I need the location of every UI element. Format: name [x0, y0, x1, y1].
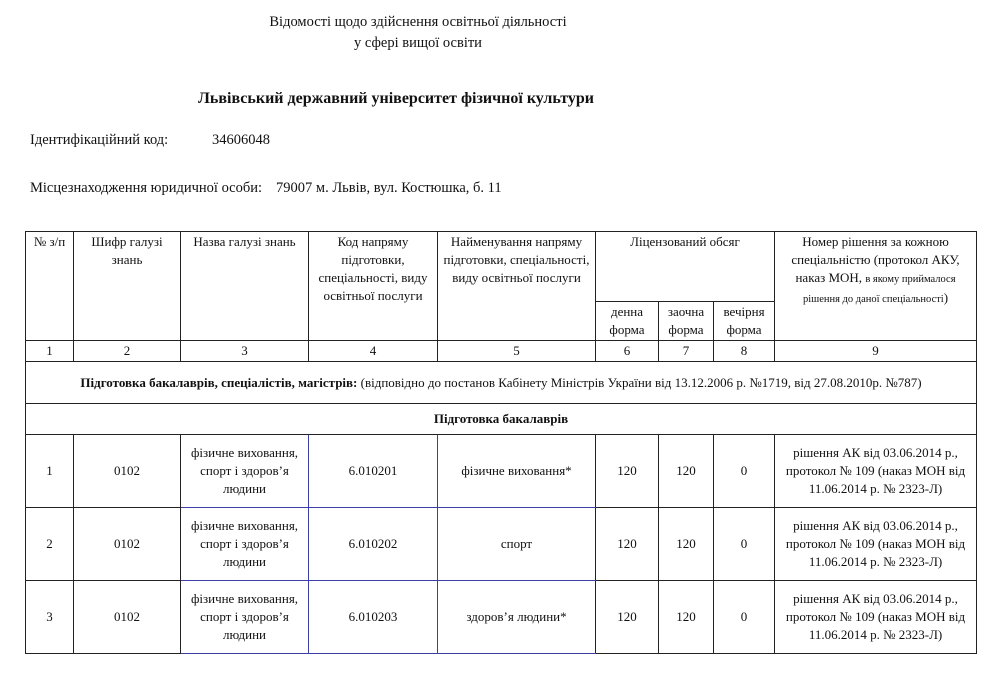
row-day: 120: [596, 435, 659, 508]
row-field-code: 0102: [74, 435, 181, 508]
row-field-code: 0102: [74, 581, 181, 654]
id-code-label: Ідентифікаційний код:: [30, 132, 169, 148]
row-extramural: 120: [659, 581, 714, 654]
col-number-6: 6: [596, 341, 659, 362]
location-line: [30, 178, 502, 198]
row-evening: 0: [714, 508, 775, 581]
header-decision: [775, 232, 977, 341]
row-num: 1: [26, 435, 74, 508]
table-row: [26, 581, 977, 654]
header-licensed-volume: Ліцензований обсяг: [596, 232, 775, 302]
table-row: [26, 508, 977, 581]
row-decision: рішення АК від 03.06.2014 р., протокол № 109 (наказ МОН від 11.06.2014 р. № 2323-Л): [775, 435, 977, 508]
col-number-8: 8: [714, 341, 775, 362]
row-spec-name: фізичне виховання*: [438, 435, 596, 508]
location-label: Місцезнаходження юридичної особи:: [30, 180, 263, 196]
row-num: 2: [26, 508, 74, 581]
row-spec-code: 6.010203: [309, 581, 438, 654]
row-day: 120: [596, 508, 659, 581]
col-number-3: 3: [181, 341, 309, 362]
row-evening: 0: [714, 435, 775, 508]
row-extramural: 120: [659, 508, 714, 581]
header-extramural-form: заочна форма: [659, 302, 714, 341]
subsection-title: Підготовка бакалаврів: [433, 411, 569, 426]
title-line-2: у сфері вищої освіти: [354, 35, 482, 51]
row-day: 120: [596, 581, 659, 654]
document-title: [0, 12, 836, 54]
col-number-5: 5: [438, 341, 596, 362]
row-spec-code: 6.010202: [309, 508, 438, 581]
col-number-9: 9: [775, 341, 977, 362]
header-spec-name: Найменування напряму підготовки, спеціальності, виду освітньої послуги: [438, 232, 596, 341]
header-decision-main: Номер рішення за кожною спеціальністю (протокол АКУ, наказ МОН,: [791, 234, 960, 285]
row-evening: 0: [714, 581, 775, 654]
header-spec-code: Код напряму підготовки, спеціальності, виду освітньої послуги: [309, 232, 438, 341]
section-title: Підготовка бакалаврів, спеціалістів, магістрів:: [80, 374, 358, 390]
col-number-1: 1: [26, 341, 74, 362]
header-num: № з/п: [26, 232, 74, 341]
row-decision: рішення АК від 03.06.2014 р., протокол № 109 (наказ МОН від 11.06.2014 р. № 2323-Л): [775, 581, 977, 654]
col-number-4: 4: [309, 341, 438, 362]
row-decision: рішення АК від 03.06.2014 р., протокол № 109 (наказ МОН від 11.06.2014 р. № 2323-Л): [775, 508, 977, 581]
row-field-name: фізичне виховання, спорт і здоров’я людини: [181, 508, 309, 581]
section-note: (відповідно до постанов Кабінету Міністрів України від 13.12.2006 р. №1719, від 27.08.2010р. №787): [357, 374, 922, 390]
license-table: [25, 231, 977, 654]
location-value: 79007 м. Львів, вул. Костюшка, б. 11: [276, 180, 502, 196]
header-decision-small: в якому приймалося рішення до даної спеціальності: [802, 274, 956, 305]
table-row: [26, 435, 977, 508]
row-spec-name: здоров’я людини*: [438, 581, 596, 654]
col-number-2: 2: [74, 341, 181, 362]
id-code-value: 34606048: [212, 132, 270, 148]
row-spec-code: 6.010201: [309, 435, 438, 508]
row-spec-name: спорт: [438, 508, 596, 581]
header-field-code: Шифр галузі знань: [74, 232, 181, 341]
row-field-name: фізичне виховання, спорт і здоров’я людини: [181, 581, 309, 654]
row-extramural: 120: [659, 435, 714, 508]
subsection-row: [26, 404, 977, 435]
row-num: 3: [26, 581, 74, 654]
institution-name: Львівський державний університет фізичної культури: [198, 90, 594, 107]
title-line-1: Відомості щодо здійснення освітньої діяльності: [269, 14, 567, 30]
header-evening-form: вечірня форма: [714, 302, 775, 341]
header-field-name: Назва галузі знань: [181, 232, 309, 341]
section-row: [26, 362, 977, 404]
header-day-form: денна форма: [596, 302, 659, 341]
row-field-code: 0102: [74, 508, 181, 581]
header-decision-end: ): [943, 290, 949, 305]
col-number-7: 7: [659, 341, 714, 362]
row-field-name: фізичне виховання, спорт і здоров’я людини: [181, 435, 309, 508]
